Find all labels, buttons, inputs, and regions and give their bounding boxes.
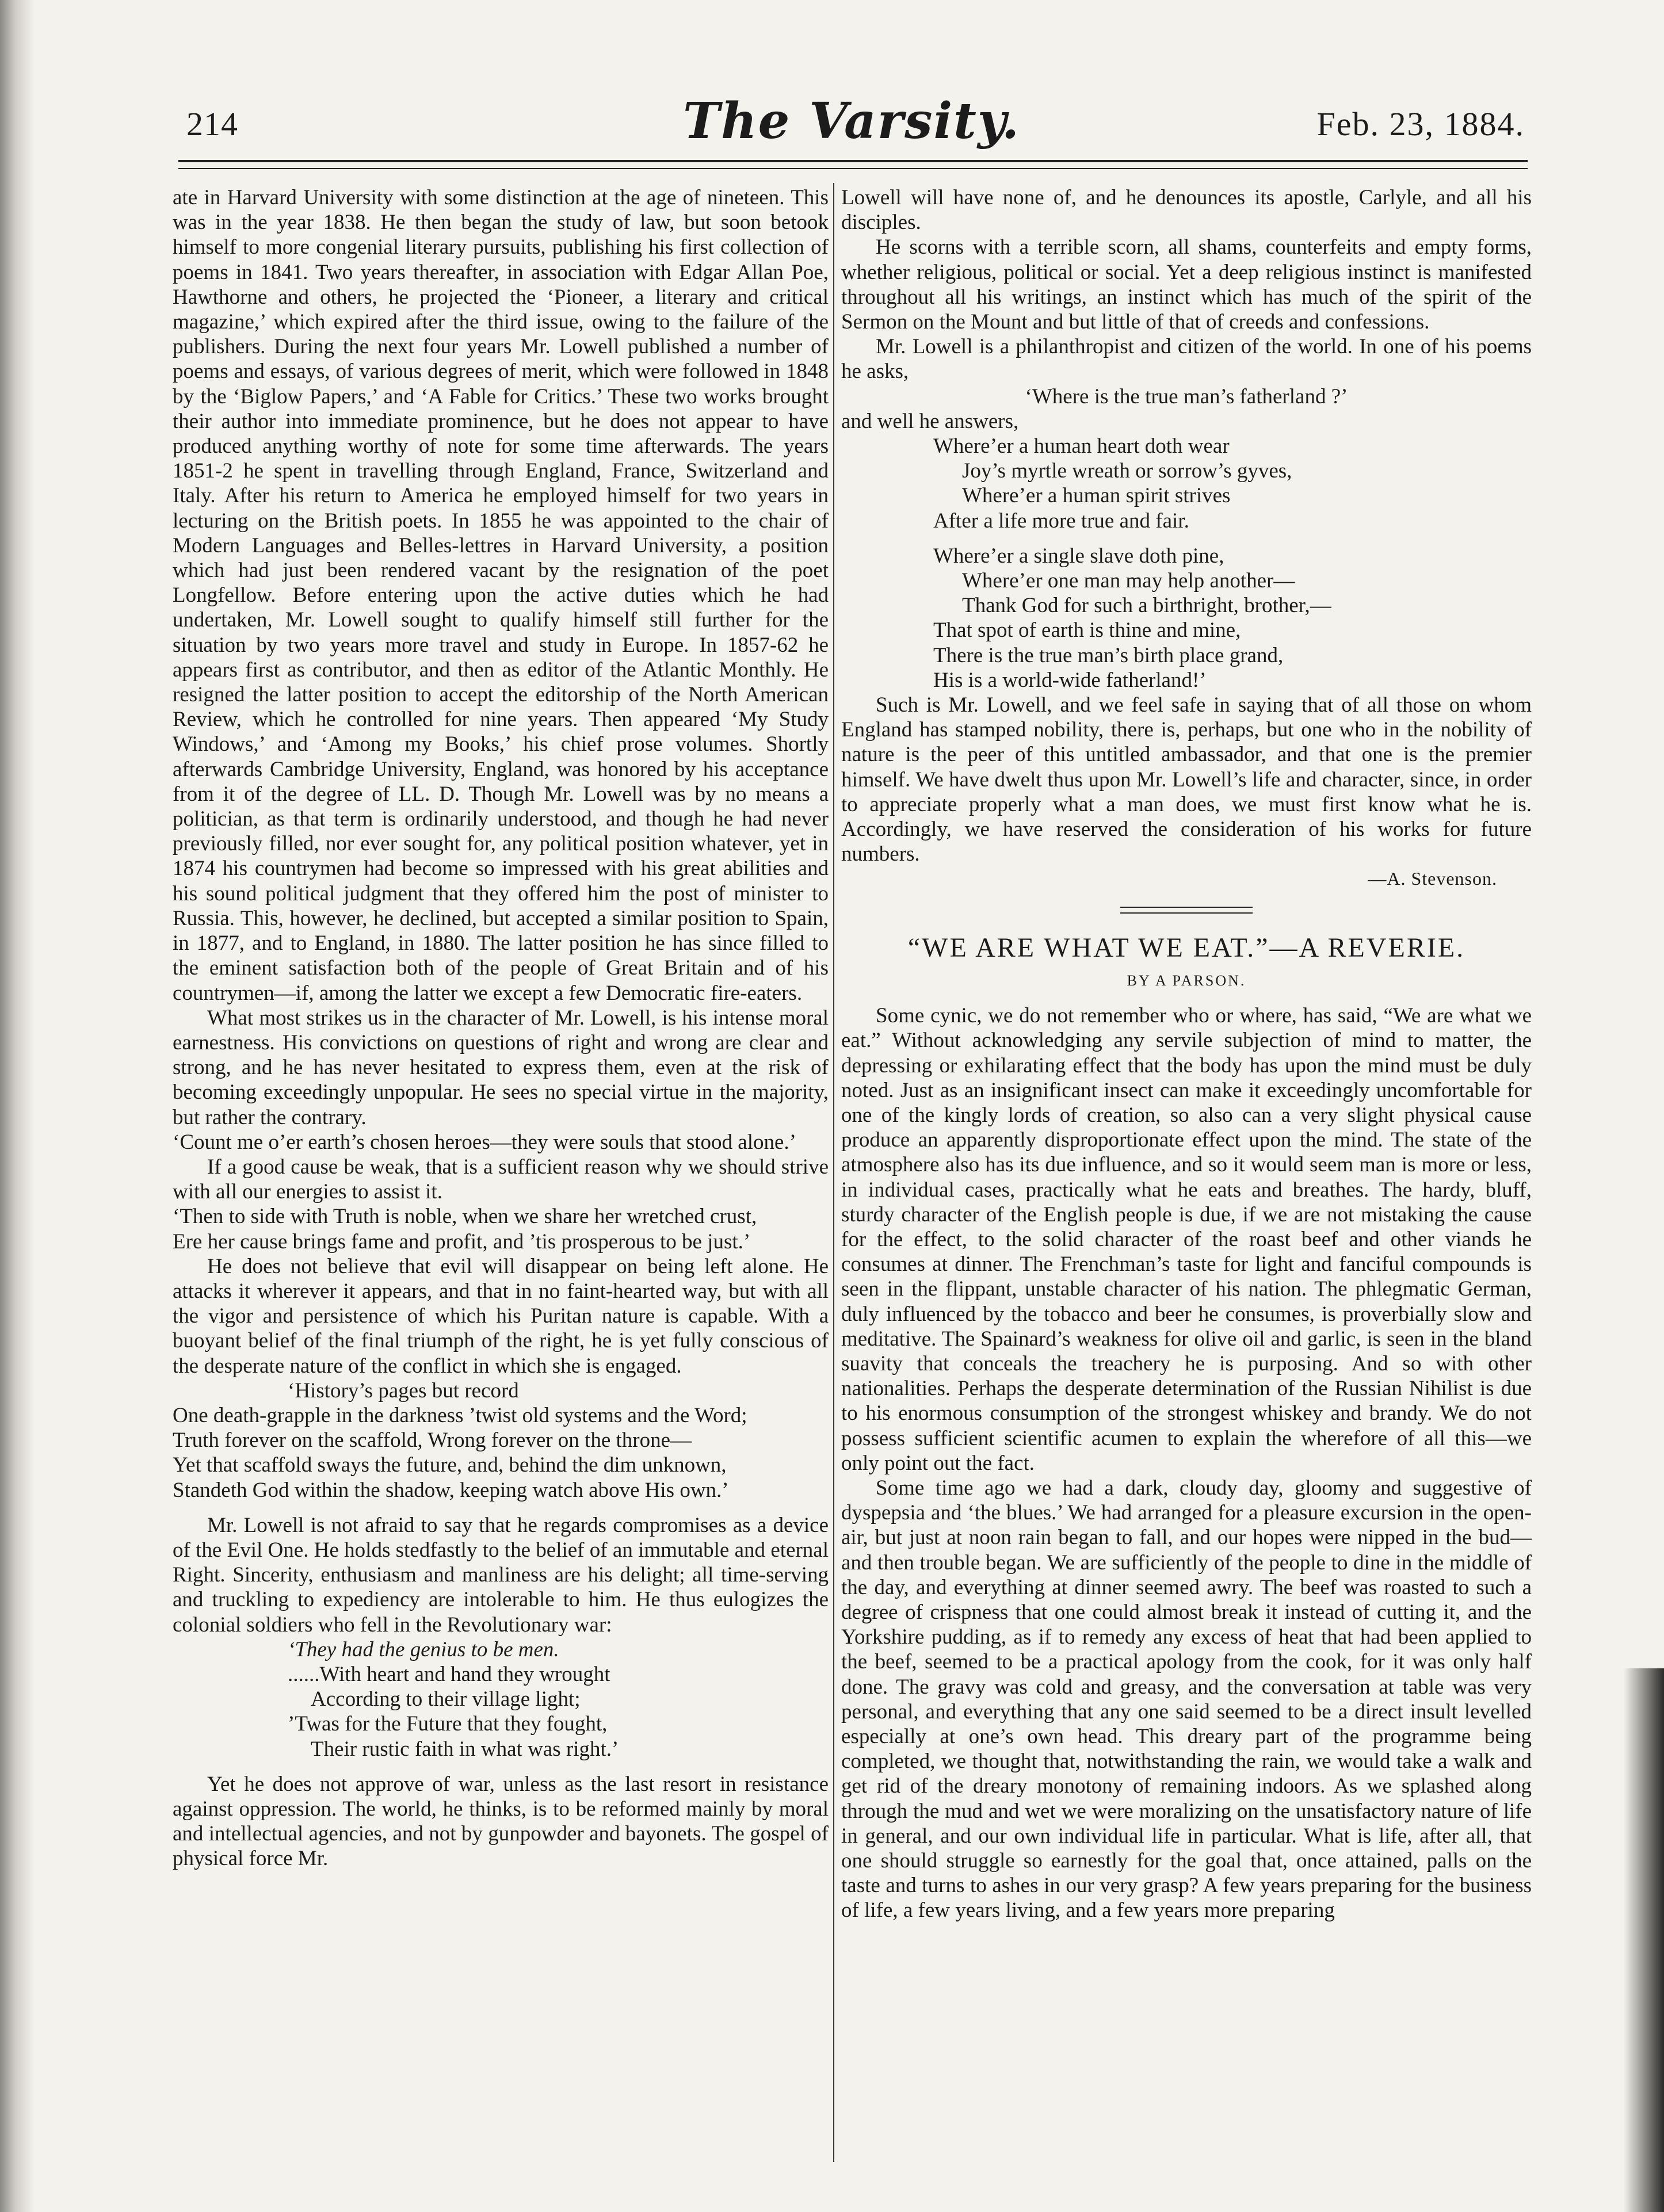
header-rule-thin — [178, 168, 1528, 169]
column-divider — [833, 183, 834, 2162]
quote-line: One death-grapple in the darkness ’twist old systems and the Word; — [173, 1403, 747, 1427]
verse-line: His is a world-wide fatherland!’ — [933, 668, 1207, 692]
paragraph: Some cynic, we do not remember who or where, has said, “We are what we eat.” Without acknowledging any servile subjection of mind to matter, the depressing or exhilarating effect that the body has upon the mind must be duly noted. Just as an insignificant insect can make it exceedingly uncomfortable for one of the kingly lords of creation, so also can a very slight physical cause produce an apparently disproportionate effect upon the mind. The state of the atmosphere also has its due influence, and so it would seem man is more or less, in individual cases, practically what he eats and breathes. The hardy, bluff, sturdy character of the English people is due, if we are not mistaking the cause for the effect, to the solid character of the roast beef and other viands he consumes at dinner. The Frenchman’s taste for light and fanciful compounds is seen in the flippant, unstable character of his nation. The phlegmatic German, duly influenced by the tobacco and beer he consumes, is proverbially slow and meditative. The Spainard’s weakness for olive oil and garlic, is seen in the bland suavity that conceals the treachery he is purposing. And so with other nationalities. Perhaps the desperate determination of the Russian Nihilist is due to his enormous consumption of the strongest whiskey and brandy. We do not possess sufficient scientific acumen to explain the wherefore of all this—we only point out the fact. — [841, 1004, 1532, 1475]
left-column — [173, 185, 829, 1871]
right-column — [841, 185, 1532, 1923]
paragraph: Mr. Lowell is a philanthropist and citizen of the world. In one of his poems he asks, — [841, 335, 1532, 384]
paragraph: Such is Mr. Lowell, and we feel safe in saying that of all those on whom England has stamped nobility, there is, perhaps, but one who in the nobility of nature is the peer of this untitled ambassador, and that one is the premier himself. We have dwelt thus upon Mr. Lowell’s life and character, since, in order to appreciate properly what a man does, we must first know what he is. Accordingly, we have reserved the consideration of his works for future numbers. — [841, 693, 1532, 866]
paragraph: ate in Harvard University with some distinction at the age of nineteen. This was in the year 1838. He then began the study of law, but soon betook himself to more congenial literary pursuits, publishing his first collection of poems in 1841. Two years thereafter, in association with Edgar Allan Poe, Hawthorne and others, he projected the ‘Pioneer, a literary and critical magazine,’ which expired after the third issue, owing to the failure of the publishers. During the next four years Mr. Lowell published a number of poems and essays, of various degrees of merit, which were followed in 1848 by the ‘Biglow Papers,’ and ‘A Fable for Critics.’ These two works brought their author into immediate prominence, but he does not appear to have produced anything worthy of note for some time afterwards. The years 1851-2 he spent in travelling through England, France, Switzerland and Italy. After his return to America he employed himself for two years in lecturing on the British poets. In 1855 he was appointed to the chair of Modern Languages and Belles-lettres in Harvard University, a position which had just been rendered vacant by the resignation of the poet Longfellow. Before entering upon the active duties which he had undertaken, Mr. Lowell sought to qualify himself still further for the situation by two years more travel and study in Europe. In 1857-62 he appears first as contributor, and then as editor of the Atlantic Monthly. He resigned the latter position to accept the editorship of the North American Review, which he controlled for nine years. Then appeared ‘My Study Windows,’ and ‘Among my Books,’ his chief prose volumes. Shortly afterwards Cambridge University, England, was honored by his acceptance from it of the degree of LL. D. Though Mr. Lowell was by no means a politician, as that term is ordinarily understood, and though he had never previously filled, nor ever sought for, any political position whatever, yet in 1874 his countrymen had become so impressed with his great abilities and his sound political judgment that they offered him the post of minister to Russia. This, however, he declined, but accepted a similar position to Spain, in 1877, and to England, in 1880. The latter position he has since filled to the eminent satisfaction both of the people of Great Britain and of his countrymen—if, among the latter we except a few Democratic fire-eaters. — [173, 186, 829, 1005]
paragraph: He scorns with a terrible scorn, all shams, counterfeits and empty forms, whether religious, political or social. Yet a deep religious instinct is manifested throughout all his writings, an instinct which has much of the spirit of the Sermon on the Mount and but little of that of creeds and confessions. — [841, 235, 1532, 334]
quote-line: Standeth God within the shadow, keeping watch above His own.’ — [173, 1478, 729, 1502]
page-edge-shadow-right — [1624, 1668, 1664, 2212]
quote-line: Yet that scaffold sways the future, and, behind the dim unknown, — [173, 1453, 727, 1477]
paragraph: Lowell will have none of, and he denounces its apostle, Carlyle, and all his disciples. — [841, 186, 1532, 235]
verse-line: Where’er a human heart doth wear — [933, 434, 1230, 459]
verse-line: Where’er one man may help another— — [962, 569, 1295, 593]
page-edge-shadow-left — [0, 0, 35, 2212]
quote-line: ‘Where is the true man’s fatherland ?’ — [1025, 384, 1348, 408]
quote-line: Ere her cause brings fame and profit, and ’tis prosperous to be just.’ — [173, 1229, 751, 1254]
paragraph: What most strikes us in the character of Mr. Lowell, is his intense moral earnestness. His convictions on questions of right and wrong are clear and strong, and he has never hesitated to express them, even at the risk of becoming exceedingly unpopular. He sees no special virtue in the majority, but rather the contrary. — [173, 1006, 829, 1129]
page-number: 214 — [186, 105, 238, 143]
verse-line: Where’er a human spirit strives — [962, 484, 1231, 508]
verse-line: ‘They had the genius to be men. — [288, 1637, 559, 1661]
article-title: “WE ARE WHAT WE EAT.”—A REVERIE. — [907, 932, 1465, 963]
header-rule-thick — [178, 160, 1528, 162]
verse-line: ’Twas for the Future that they fought, — [288, 1712, 608, 1736]
issue-date: Feb. 23, 1884. — [1316, 105, 1525, 143]
verse-line: Thank God for such a birthright, brother,— — [962, 594, 1331, 618]
verse-line: According to their village light; — [311, 1687, 581, 1711]
verse-line: Their rustic faith in what was right.’ — [311, 1737, 619, 1761]
paragraph: Yet he does not approve of war, unless as the last resort in resistance against oppression. The world, he thinks, is to be reformed mainly by moral and intellectual agencies, and not by gunpowder and bayonets. The gospel of physical force Mr. — [173, 1772, 829, 1871]
quote-line: ‘Count me o’er earth’s chosen heroes—they were souls that stood alone.’ — [173, 1130, 797, 1154]
verse-line: ......With heart and hand they wrought — [288, 1662, 610, 1686]
paragraph: Mr. Lowell is not afraid to say that he regards compromises as a device of the Evil One. He holds stedfastly to the belief of an immutable and eternal Right. Sincerity, enthusiasm and manliness are his delight; all time-serving and truckling to expediency are intolerable to him. He thus eulogizes the colonial soldiers who fell in the Revolutionary war: — [173, 1513, 829, 1637]
article-byline: BY A PARSON. — [1127, 972, 1246, 989]
paragraph: Some time ago we had a dark, cloudy day, gloomy and suggestive of dyspepsia and ‘the blues.’ We had arranged for a pleasure excursion in the open-air, but just at noon rain began to fall, and our hopes were nipped in the bud—and then trouble began. We are sufficiently of the people to dine in the middle of the day, and everything at dinner seemed awry. The beef was roasted to such a degree of crispness that one could almost break it instead of cutting it, and the Yorkshire pudding, as if to remedy any excess of heat that had been applied to the beef, seemed to be a practical apology from the cook, for it was only half done. The gravy was cold and greasy, and the conversation at table was very personal, and everything that any one said seemed to be a direct insult levelled especially at one’s own head. This dreary part of the programme being completed, we thought that, notwithstanding the rain, we would take a walk and get rid of the dreary monotony of remaining indoors. As we splashed along through the mud and wet we were moralizing on the unsatisfactory nature of life in general, and our own individual life in particular. What is life, after all, that one should struggle so earnestly for the goal that, once attained, palls on the taste and turns to ashes in our very grasp? A few years preparing for the business of life, a few years living, and a few years more preparing — [841, 1476, 1532, 1923]
verse-line: Where’er a single slave doth pine, — [933, 544, 1224, 568]
quote-line: ‘Then to side with Truth is noble, when we share her wretched crust, — [173, 1205, 757, 1229]
verse-line: Joy’s myrtle wreath or sorrow’s gyves, — [962, 459, 1292, 483]
section-separator — [1120, 907, 1253, 908]
quote-line: ‘History’s pages but record — [288, 1378, 519, 1403]
verse-line: That spot of earth is thine and mine, — [933, 618, 1241, 643]
author-signature: —A. Stevenson. — [1368, 868, 1497, 889]
paragraph: He does not believe that evil will disappear on being left alone. He attacks it wherever it appears, and that in no faint-hearted way, but with all the vigor and persistence of which his Puritan nature is capable. With a buoyant belief of the final triumph of the right, he is yet fully conscious of the desperate nature of the conflict in which she is engaged. — [173, 1254, 829, 1378]
paragraph: If a good cause be weak, that is a sufficient reason why we should strive with all our energies to assist it. — [173, 1155, 829, 1204]
paragraph: and well he answers, — [841, 409, 1019, 433]
quote-line: Truth forever on the scaffold, Wrong forever on the throne— — [173, 1428, 692, 1453]
verse-line: There is the true man’s birth place grand, — [933, 643, 1284, 667]
section-separator — [1120, 912, 1253, 914]
verse-line: After a life more true and fair. — [933, 509, 1189, 533]
masthead-title: The Varsity. — [683, 92, 1020, 150]
page-header — [178, 92, 1525, 155]
